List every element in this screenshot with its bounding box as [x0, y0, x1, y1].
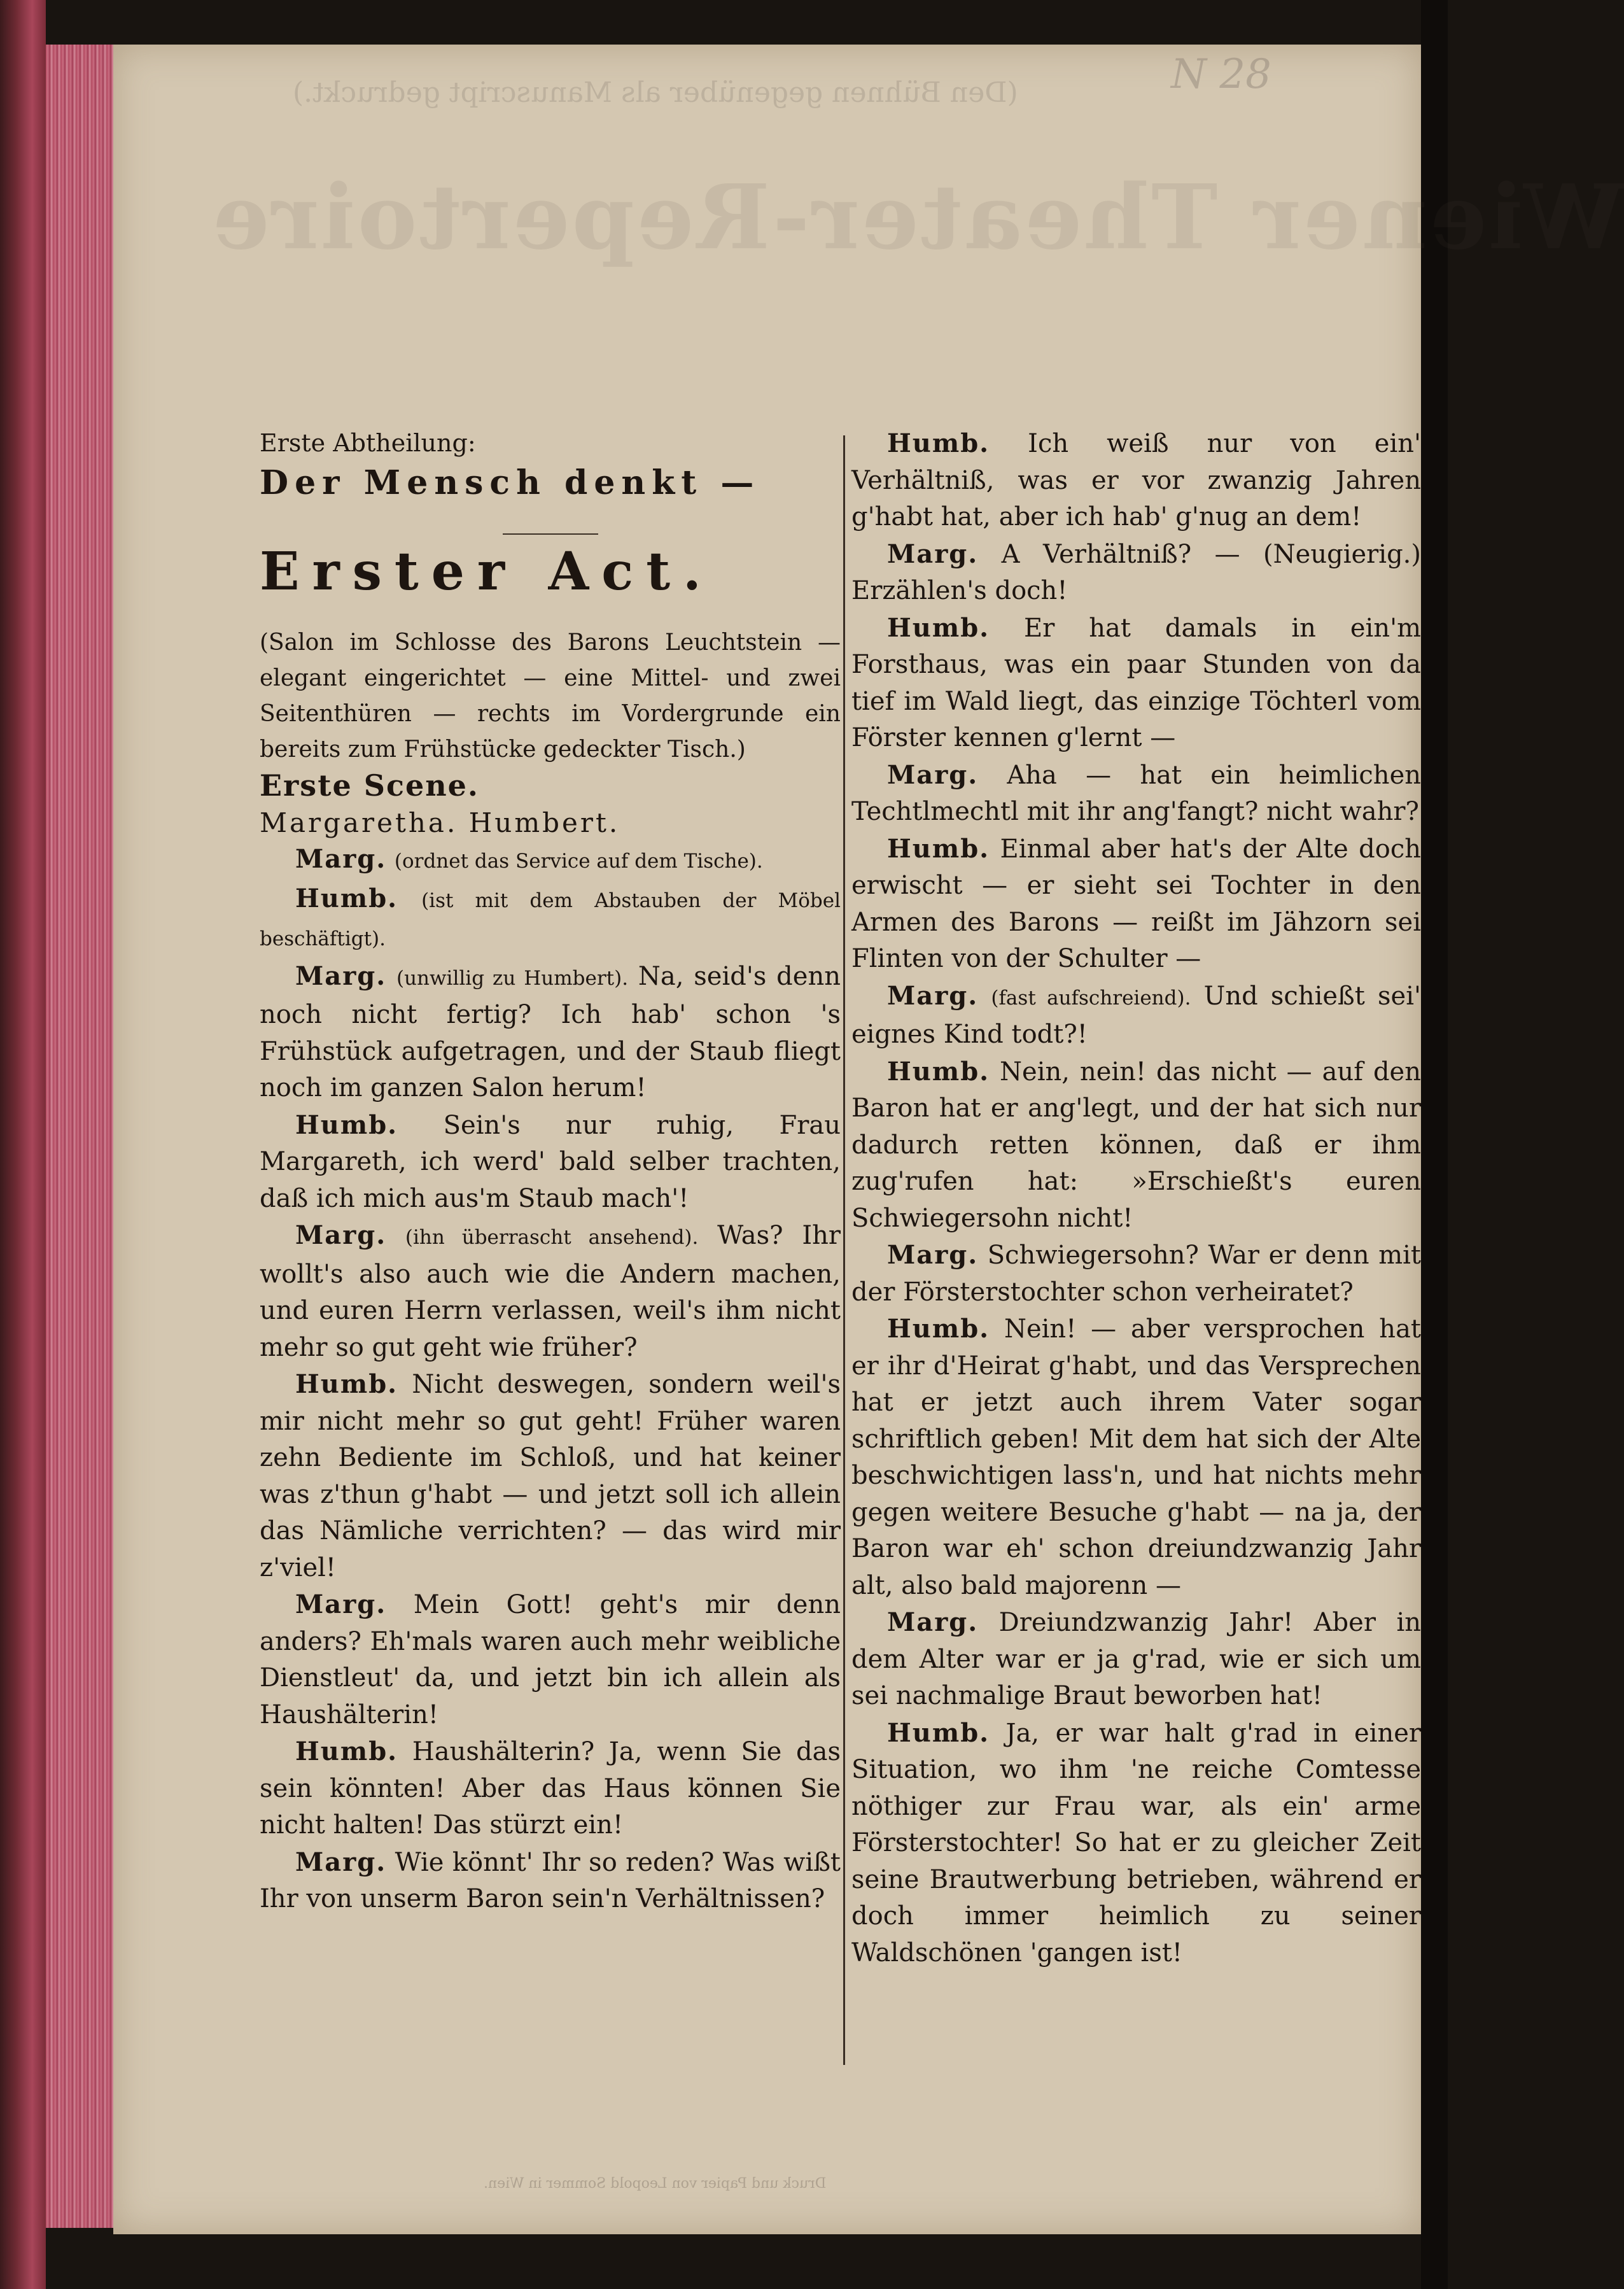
speaker-name: Humb.	[295, 883, 398, 913]
dialogue-line	[851, 1604, 1421, 1715]
stage-direction: (fast aufschreiend).	[991, 986, 1191, 1010]
scene-title: Erste Scene.	[260, 768, 479, 803]
dialogue-line	[260, 1586, 841, 1733]
dialogue-line	[851, 1715, 1421, 1972]
speaker-name: Humb.	[887, 1717, 990, 1748]
dialogue-line	[851, 610, 1421, 757]
speaker-name: Humb.	[887, 612, 990, 643]
speaker-name: Marg.	[295, 1847, 387, 1877]
dialogue-line	[851, 757, 1421, 831]
dialogue-line	[260, 880, 841, 958]
scan-right-margin	[1421, 0, 1448, 2289]
spoken-text: Aha — hat ein heimlichen Techtlmechtl mit ihr ang'fangt? nicht wahr?	[851, 760, 1421, 826]
speaker-name: Humb.	[887, 1056, 990, 1087]
speaker-name: Humb.	[887, 428, 990, 458]
spoken-text: Und schießt sei' eignes Kind todt?!	[851, 981, 1422, 1049]
spoken-text: Nein, nein! das nicht — auf den Baron hat er ang'legt, und der hat sich nur dadurch retten können, daß er ihm zug'rufen hat: »Erschießt's euren Schwiegersohn nicht!	[851, 1057, 1421, 1233]
spoken-text: Mein Gott! geht's mir denn anders? Eh'mals waren auch mehr weibliche Dienstleut' da, und jetzt bin ich allein als Haushälterin!	[260, 1590, 841, 1729]
right-column	[851, 425, 1421, 1971]
left-column	[260, 425, 841, 1918]
speaker-name: Marg.	[887, 980, 979, 1011]
setting-direction: (Salon im Schlosse des Barons Leuchtstein — elegant eingerichtet — eine Mittel- und zwei Seitenthüren — rechts im Vordergrunde ein bereits zum Frühstücke gedeckter Tisch.)	[260, 630, 841, 763]
spoken-text: Sein's nur ruhig, Frau Margareth, ich werd' bald selber trachten, daß ich mich aus'm Staub mach'!	[260, 1110, 841, 1213]
book-binding	[0, 0, 46, 2289]
column-divider	[843, 435, 845, 2065]
speaker-name: Marg.	[887, 759, 979, 790]
stage-direction: (unwillig zu Humbert).	[396, 966, 629, 990]
speaker-name: Marg.	[887, 1240, 979, 1270]
header-bleedthrough: (Den Bühnen gegenüber als Manuscript gedruckt.)	[293, 76, 1018, 109]
pencil-annotation: N 28	[1171, 51, 1271, 98]
dialogue-line	[851, 536, 1421, 610]
spoken-text: Nein! — aber versprochen hat er ihr d'Heirat g'habt, und das Versprechen hat er jetzt auch ihrem Vater sogar schriftlich geben! Mit dem hat sich der Alte beschwichtigen lass'n, und hat nichts mehr gegen weitere Besuche g'habt — na ja, der Baron war eh' schon dreiundzwanzig Jahr alt, also bald majorenn —	[851, 1314, 1421, 1600]
section-title: Der Mensch denkt —	[260, 463, 760, 502]
dialogue-line	[851, 1053, 1421, 1237]
spoken-text: Haushälterin? Ja, wenn Sie das sein könnten! Aber das Haus können Sie nicht halten! Das stürzt ein!	[260, 1737, 841, 1840]
left-dialogue	[260, 841, 841, 1918]
spoken-text: Schwiegersohn? War er denn mit der Försterstochter schon verheiratet?	[851, 1241, 1421, 1307]
speaker-name: Humb.	[887, 833, 990, 864]
spoken-text: Einmal aber hat's der Alte doch erwischt — er sieht sei Tochter in den Armen des Barons — reißt im Jähzorn sei Flinten von der Schulter —	[851, 834, 1422, 973]
spoken-text: Ich weiß nur von ein' Verhältniß, was er vor zwanzig Jahren g'habt hat, aber ich hab' g'nug an dem!	[851, 429, 1421, 532]
speaker-name: Marg.	[295, 1589, 387, 1619]
dialogue-line	[851, 1237, 1421, 1311]
dialogue-line	[260, 1733, 841, 1844]
dialogue-line	[260, 1217, 841, 1366]
stage-direction: (ihn überrascht ansehend).	[405, 1226, 699, 1249]
act-title: Erster Act.	[260, 541, 714, 602]
dialogue-line	[260, 1366, 841, 1586]
speaker-name: Humb.	[295, 1109, 398, 1140]
speaker-name: Humb.	[295, 1369, 398, 1399]
dialogue-line	[851, 978, 1421, 1053]
spoken-text: Nicht deswegen, sondern weil's mir nicht mehr so gut geht! Früher waren zehn Bediente im Schloß, und hat keiner was z'thun g'habt — und jetzt soll ich allein das Nämliche verrichten? — das wird mir z'viel!	[260, 1370, 841, 1582]
speaker-name: Marg.	[295, 844, 387, 874]
spoken-text: A Verhältniß? — (Neugierig.) Erzählen's doch!	[851, 539, 1421, 605]
dialogue-line	[260, 1107, 841, 1218]
right-dialogue	[851, 425, 1421, 1971]
spoken-text: Ja, er war halt g'rad in einer Situation, wo ihm 'ne reiche Comtesse nöthiger zur Frau war, als ein' arme Försterstochter! So hat er zu gleicher Zeit seine Brautwerbung betrieben, während er doch immer heimlich zu seiner Waldschönen 'gangen ist!	[851, 1718, 1421, 1968]
red-page-edges	[46, 45, 116, 2228]
dialogue-line	[851, 831, 1421, 978]
dialogue-line	[851, 425, 1421, 536]
dialogue-line	[260, 1844, 841, 1918]
section-label: Erste Abtheilung:	[260, 429, 476, 457]
stage-direction: (ist mit dem Abstauben der Möbel beschäftigt).	[260, 889, 841, 950]
dialogue-line	[260, 958, 841, 1107]
spoken-text: Er hat damals in ein'm Forsthaus, was ein paar Stunden von da tief im Wald liegt, das einzige Töchterl vom Förster kennen g'lernt —	[851, 613, 1422, 752]
cast-list: Margaretha. Humbert.	[260, 806, 620, 838]
speaker-name: Humb.	[295, 1736, 398, 1766]
speaker-name: Marg.	[295, 1220, 387, 1250]
spoken-text: Na, seid's denn noch nicht fertig? Ich hab' schon 's Frühstück aufgetragen, und der Staub fliegt noch im ganzen Salon herum!	[260, 961, 841, 1102]
speaker-name: Marg.	[887, 1607, 979, 1637]
speaker-name: Humb.	[887, 1314, 990, 1344]
stage-direction: (ordnet das Service auf dem Tische).	[394, 850, 763, 873]
spoken-text: Dreiundzwanzig Jahr! Aber in dem Alter war er ja g'rad, wie er sich um sei nachmalige Braut beworben hat!	[851, 1608, 1421, 1710]
dialogue-line	[260, 841, 841, 880]
title-rule	[503, 533, 598, 535]
dialogue-line	[851, 1311, 1421, 1604]
header-bleedthrough-title: Wiener Theater-Repertoire	[210, 166, 1624, 270]
speaker-name: Marg.	[887, 539, 979, 569]
footer-bleedthrough: Druck und Papier von Leopold Sommer in Wien.	[484, 2176, 827, 2192]
speaker-name: Marg.	[295, 961, 387, 991]
spoken-text: Wie könnt' Ihr so reden? Was wißt Ihr von unserm Baron sein'n Verhältnissen?	[260, 1847, 841, 1913]
spoken-text: Was? Ihr wollt's also auch wie die Andern machen, und euren Herrn verlassen, weil's ihm nicht mehr so gut geht wie früher?	[260, 1221, 841, 1362]
